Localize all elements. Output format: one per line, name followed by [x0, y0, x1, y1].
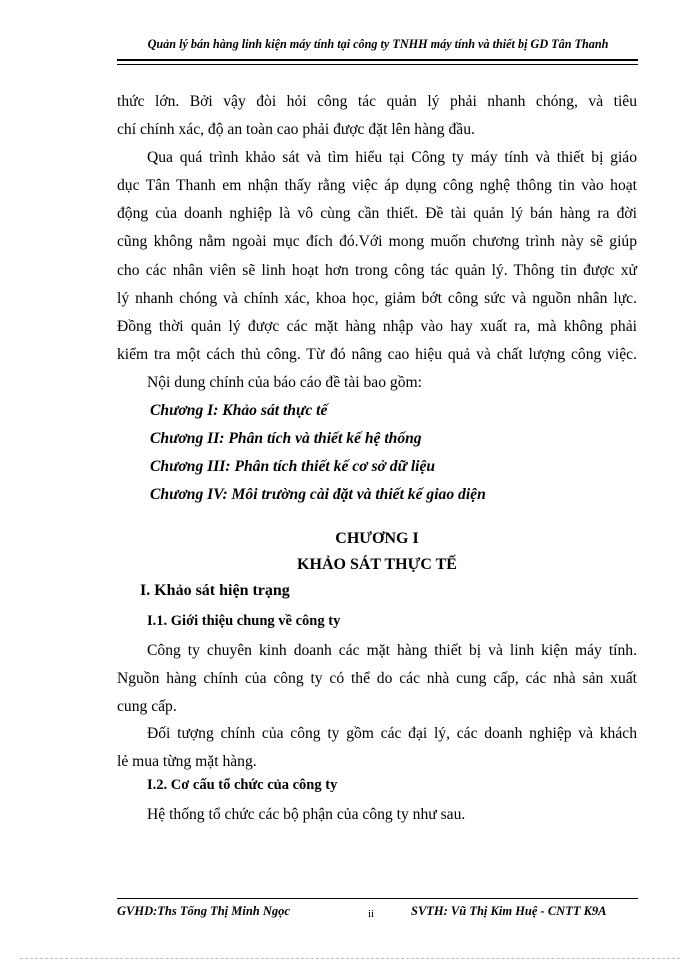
footer-rule: [117, 898, 638, 899]
subsection-heading: I.2. Cơ cấu tổ chức của công ty: [147, 777, 338, 793]
footer-supervisor: GVHD:Ths Tống Thị Minh Ngọc: [117, 904, 290, 918]
paragraph-organization: [117, 801, 637, 829]
intro-line: Nội dung chính của báo cáo đề tài bao gồm:: [147, 373, 422, 391]
intro-line: động của doanh nghiệp là vô cùng cần thiết. Đề tài quản lý bán hàng ra đời: [117, 205, 637, 223]
running-header: Quản lý bán hàng linh kiện máy tính tại công ty TNHH máy tính và thiết bị GD Tân Thanh: [147, 37, 609, 51]
intro-line: Đồng thời quản lý được các mặt hàng nhập vào hay xuất ra, mà không phải: [117, 317, 637, 335]
para-line: Hệ thống tổ chức các bộ phận của công ty như sau.: [147, 806, 466, 823]
chapter-list-item: Chương I: Khảo sát thực tế: [150, 402, 328, 420]
intro-line: lý nhanh chóng và chính xác, khoa học, giảm bớt công sức và nguồn nhân lực.: [117, 289, 637, 307]
intro-line: cũng không nằm ngoài mục đích đó.Với mong muốn chương trình này sẽ giúp: [117, 233, 637, 251]
page-number: ii: [368, 908, 375, 920]
para-line: Công ty chuyên kinh doanh các mặt hàng thiết bị và linh kiện máy tính.: [147, 642, 637, 659]
paragraph-company-intro: [117, 637, 637, 721]
intro-line: thức lớn. Bởi vậy đòi hỏi công tác quản lý phải nhanh chóng, và tiêu: [117, 93, 637, 110]
intro-line: kiểm tra một cách thủ công. Từ đó nâng cao hiệu quả và chất lượng công việc.: [117, 345, 637, 363]
paragraph-customers: [117, 720, 637, 776]
chapter-list-item: Chương II: Phân tích và thiết kế hệ thống: [150, 430, 422, 448]
intro-text: [117, 88, 637, 509]
intro-line: chí chính xác, độ an toàn cao phải được đặt lên hàng đầu.: [117, 121, 475, 139]
chapter-list-item: Chương III: Phân tích thiết kế cơ sở dữ liệu: [150, 458, 436, 476]
header-rule-thin: [117, 64, 638, 65]
page-break-line: [20, 958, 680, 959]
para-line: cung cấp.: [117, 698, 177, 716]
chapter-number: CHƯƠNG I: [335, 530, 419, 547]
para-line: Nguồn hàng chính của công ty có thể do các nhà cung cấp, các nhà sản xuất: [117, 670, 637, 688]
para-line: Đối tượng chính của công ty gồm các đại lý, các doanh nghiệp và khách: [147, 725, 637, 742]
subsection-heading: I.1. Giới thiệu chung về công ty: [147, 613, 341, 629]
intro-line: dục Tân Thanh em nhận thấy rằng việc áp dụng công nghệ thông tin vào hoạt: [117, 177, 637, 195]
para-line: lẻ mua từng mặt hàng.: [117, 753, 257, 771]
chapter-title: KHẢO SÁT THỰC TẾ: [297, 556, 457, 573]
section-heading: I. Khảo sát hiện trạng: [140, 582, 290, 599]
intro-line: Qua quá trình khảo sát và tìm hiểu tại Công ty máy tính và thiết bị giáo: [147, 149, 637, 167]
intro-line: cho các nhân viên sẽ linh hoạt hơn trong công tác quản lý. Thông tin được xử: [117, 261, 637, 279]
footer-student: SVTH: Vũ Thị Kim Huệ - CNTT K9A: [411, 904, 607, 918]
chapter-list-item: Chương IV: Môi trường cài đặt và thiết kế giao diện: [150, 486, 486, 504]
header-rule-thick: [117, 59, 638, 61]
